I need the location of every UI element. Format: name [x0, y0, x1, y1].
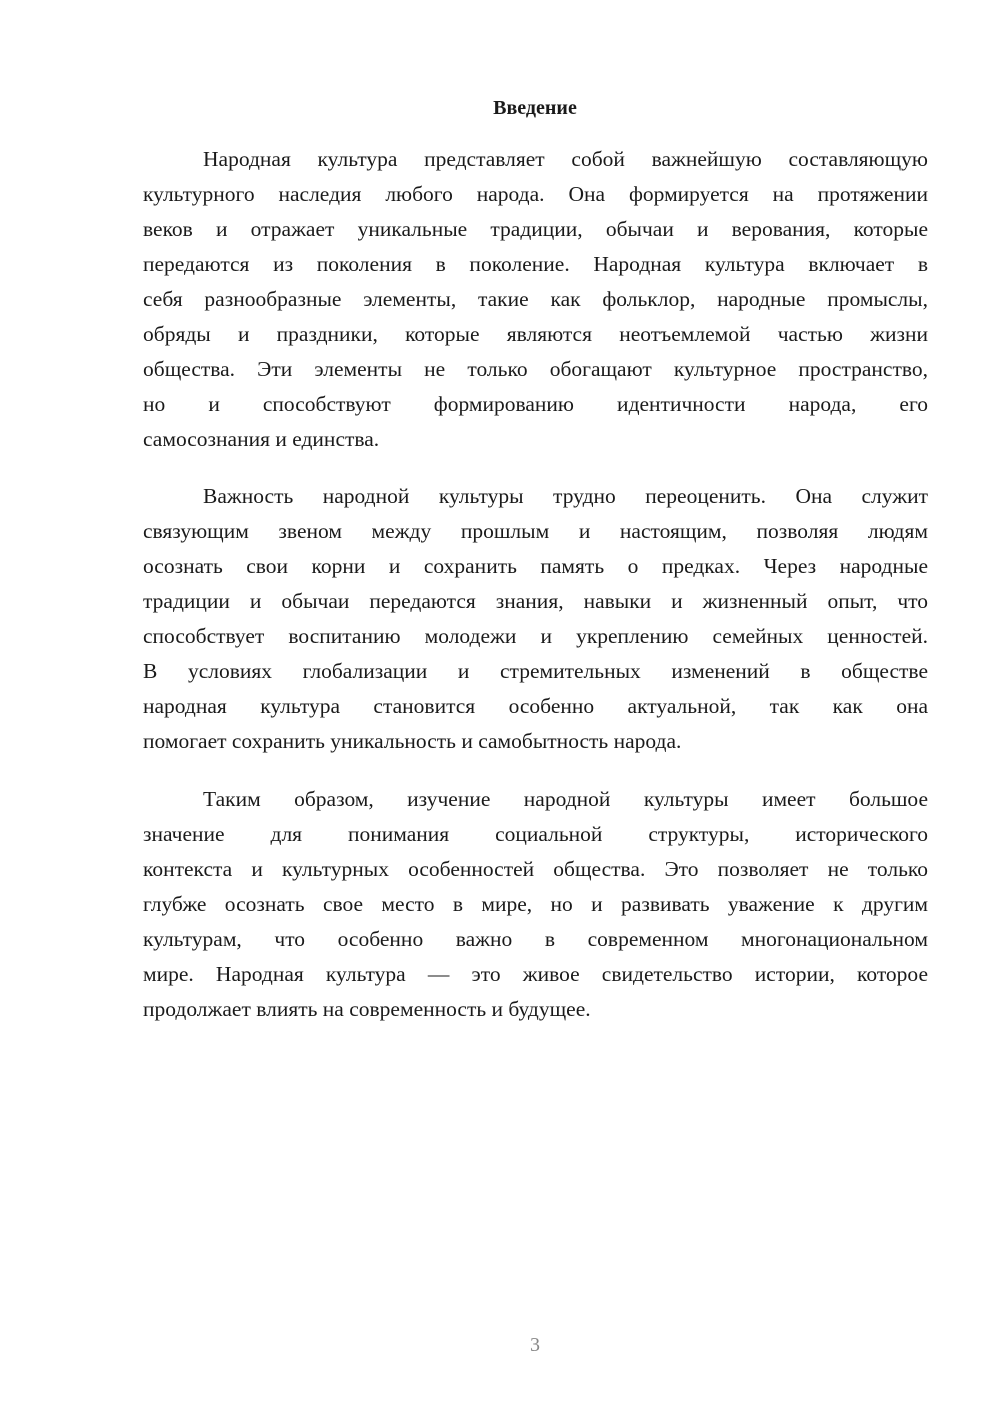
- text-line: значение для понимания социальной структуры, исторического: [143, 822, 928, 846]
- text-line: В условиях глобализации и стремительных изменений в обществе: [143, 659, 928, 683]
- text-line: глубже осознать свое место в мире, но и развивать уважение к другим: [143, 892, 928, 916]
- text-line: но и способствуют формированию идентичности народа, его: [143, 392, 928, 416]
- text-line: самосознания и единства.: [143, 427, 380, 451]
- text-line: контекста и культурных особенностей общества. Это позволяет не только: [143, 857, 928, 881]
- text-line: Важность народной культуры трудно переоценить. Она служит: [203, 484, 928, 508]
- text-line: продолжает влиять на современность и будущее.: [143, 997, 591, 1021]
- text-line: способствует воспитанию молодежи и укреплению семейных ценностей.: [143, 624, 928, 648]
- text-line: передаются из поколения в поколение. Народная культура включает в: [143, 252, 928, 276]
- text-line: осознать свои корни и сохранить память о предках. Через народные: [143, 554, 928, 578]
- text-line: себя разнообразные элементы, такие как фольклор, народные промыслы,: [143, 287, 928, 311]
- text-line: мире. Народная культура — это живое свидетельство истории, которое: [143, 962, 928, 986]
- text-line: традиции и обычаи передаются знания, навыки и жизненный опыт, что: [143, 589, 928, 613]
- paragraph-1: [143, 142, 928, 457]
- text-line: помогает сохранить уникальность и самобытность народа.: [143, 729, 682, 753]
- text-line: обряды и праздники, которые являются неотъемлемой частью жизни: [143, 322, 928, 346]
- paragraph-2: [143, 479, 928, 759]
- text-line: веков и отражает уникальные традиции, обычаи и верования, которые: [143, 217, 928, 241]
- text-line: общества. Эти элементы не только обогащают культурное пространство,: [143, 357, 928, 381]
- page-title: Введение: [493, 97, 577, 119]
- text-line: культурного наследия любого народа. Она формируется на протяжении: [143, 182, 928, 206]
- page-number: 3: [530, 1334, 540, 1356]
- paragraph-3: [143, 782, 928, 1027]
- text-line: связующим звеном между прошлым и настоящим, позволяя людям: [143, 519, 928, 543]
- text-line: народная культура становится особенно актуальной, так как она: [143, 694, 928, 718]
- text-line: Таким образом, изучение народной культуры имеет большое: [203, 787, 928, 811]
- text-line: культурам, что особенно важно в современном многонациональном: [143, 927, 928, 951]
- text-line: Народная культура представляет собой важнейшую составляющую: [203, 147, 928, 171]
